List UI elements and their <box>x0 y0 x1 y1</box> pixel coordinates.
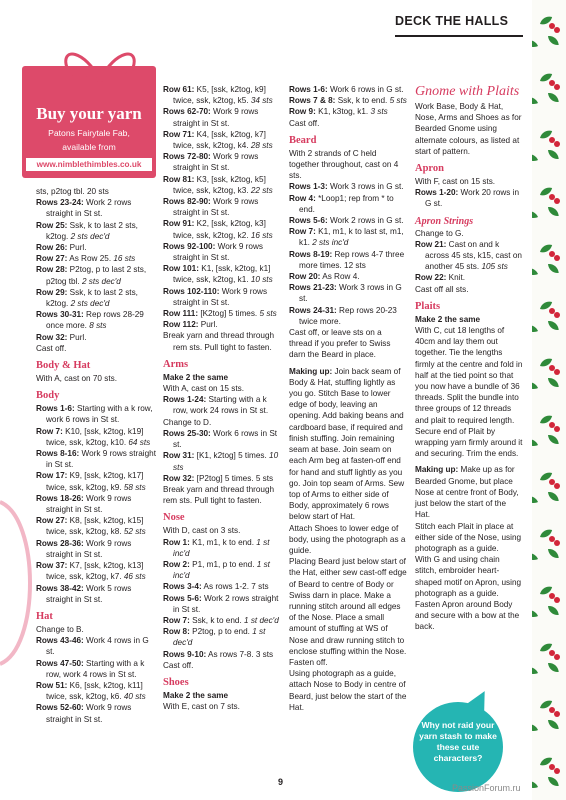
apron-intro: With F, cast on 15 sts. <box>415 177 496 187</box>
speech-bubble <box>413 702 503 792</box>
beard-intro: With 2 strands of C held together throughout, cast on 4 sts. <box>289 148 399 181</box>
base-rows <box>36 186 158 354</box>
pattern-row: Row 27: K8, [ssk, k2tog, k15] twice, ssk, k2tog, k8. 52 sts <box>36 516 146 537</box>
holly-berry <box>549 308 555 314</box>
buy-yarn-title: Buy your yarn <box>36 104 142 123</box>
pattern-row: Row 51: K6, [ssk, k2tog, k11] twice, ssk, k2tog, k6. 40 sts <box>36 680 146 702</box>
holly-leaf <box>546 205 561 219</box>
pattern-row: Rows 1-6: Starting with a k row, work 6 rows in St st. <box>36 404 153 425</box>
shoes-rows <box>289 84 407 118</box>
holly-leaf <box>546 604 561 618</box>
pattern-row: Rows 47-50: Starting with a k row, work 4 rows in St st. <box>36 658 145 679</box>
pattern-row: Row 20: As Row 4. <box>289 272 360 282</box>
speech-bubble-text: Why not raid your yarn stash to make these cute characters? <box>419 720 497 763</box>
holly-leaf <box>532 95 539 105</box>
holly-berry <box>549 479 555 485</box>
pattern-row: Row 22: Knit. <box>415 273 466 283</box>
holly-berry <box>554 426 560 432</box>
pattern-row: Row 71: K4, [ssk, k2tog, k7] twice, ssk, k2tog, k4. 28 sts <box>163 129 273 151</box>
heading-apron-strings: Apron Strings <box>415 215 474 227</box>
pattern-row: Cast off. <box>36 343 67 353</box>
running-header <box>395 14 523 46</box>
holly-leaf <box>532 608 539 618</box>
pattern-row: Rows 7 & 8: Ssk, k to end. 5 sts <box>289 96 407 106</box>
pattern-row: Row 4: *Loop1; rep from * to end. <box>289 193 394 214</box>
making-up-apron: With G and using chain stitch, embroider heart-shaped motif on Apron, using photograph as a guide. Fasten Apron around Body and secure with a bow at the back. <box>415 555 522 632</box>
shoes-cast-off: Cast off. <box>289 118 320 128</box>
arms-rows <box>163 394 281 484</box>
pattern-row: Rows 92-100: Work 9 rows straight in St st. <box>163 241 263 263</box>
pattern-row: Row 8: P2tog, p to end. 1 st dec'd <box>163 627 266 648</box>
holly-berry <box>554 597 560 603</box>
nose-cast-off: Cast off. <box>163 660 194 670</box>
apron-strings-intro: Change to G. <box>415 228 464 238</box>
column-2 <box>163 84 281 712</box>
pattern-row: Rows 21-23: Work 3 rows in G st. <box>289 283 402 304</box>
heading-body: Body <box>36 390 60 402</box>
arms-intro: With A, cast on 15 sts. <box>163 384 244 394</box>
holly-berry <box>554 768 560 774</box>
holly-leaf <box>546 718 561 732</box>
pattern-row: Rows 72-80: Work 9 rows straight in St st. <box>163 152 259 173</box>
holly-berry <box>554 198 560 204</box>
pattern-row: Row 32: [P2tog] 5 times. 5 sts <box>163 473 274 483</box>
holly-berry <box>554 84 560 90</box>
pattern-row: Rows 9-10: As rows 7-8. 3 sts <box>163 649 274 659</box>
holly-berry <box>549 593 555 599</box>
pattern-row: Row 7: Ssk, k to end. 1 st dec'd <box>163 615 279 625</box>
holly-berry <box>549 251 555 257</box>
pattern-row: Change to D. <box>163 417 212 427</box>
pattern-row: Row 26: Purl. <box>36 243 87 253</box>
holly-berry <box>554 711 560 717</box>
gnome-intro: Work Base, Body & Hat, Nose, Arms and Shoes as for Bearded Gnome using alternate colours, as listed at start of pattern. <box>415 102 522 156</box>
body-hat-intro: With A, cast on 70 sts. <box>36 374 117 384</box>
holly-berry <box>554 540 560 546</box>
pattern-row: Rows 1-20: Work 20 rows in G st. <box>415 188 520 209</box>
holly-leaf <box>532 665 539 675</box>
pattern-row: Row 91: K2, [ssk, k2tog, k3] twice, ssk, k2tog, k2. 16 sts <box>163 219 273 240</box>
holly-leaf <box>546 775 561 789</box>
pattern-row: Row 111: [K2tog] 5 times. 5 sts <box>163 309 277 319</box>
heading-hat: Hat <box>36 610 53 622</box>
holly-leaf <box>546 91 561 105</box>
holly-berry <box>554 654 560 660</box>
pattern-row: Row 61: K5, [ssk, k2tog, k9] twice, ssk, k2tog, k5. 34 sts <box>163 85 273 106</box>
pattern-row: Rows 1-6: Work 6 rows in G st. <box>289 85 404 94</box>
pattern-row: Rows 24-31: Rep rows 20-23 twice more. <box>289 305 397 326</box>
pattern-row: Rows 38-42: Work 5 rows straight in St st. <box>36 583 132 604</box>
pattern-row: Rows 3-4: As rows 1-2. 7 sts <box>163 582 269 592</box>
holly-leaf <box>546 661 561 675</box>
column-3 <box>289 84 407 713</box>
gift-bow-icon <box>55 40 145 88</box>
arms-break-text: Break yarn and thread through rem sts. Pull tight to fasten. <box>163 484 275 506</box>
heading-shoes: Shoes <box>163 676 189 688</box>
holly-berry <box>554 483 560 489</box>
holly-leaf <box>546 376 561 390</box>
pattern-row: Rows 18-26: Work 9 rows straight in St st. <box>36 493 132 515</box>
holly-berry <box>554 312 560 318</box>
plaits-instructions: With C, cut 18 lengths of 40cm and lay them out together. Tie the lengths firmly at the centre and fold in half at the tied point so that you now have a bundle of 36 threads. Split the bundle into three groups of 12 threads and plait to required length. Secure end of Plait by wrapping yarn firmly around it and securing. Trim the ends. <box>415 326 523 459</box>
heading-plaits: Plaits <box>415 300 441 312</box>
holly-leaf <box>532 38 539 48</box>
pattern-row: Row 1: K1, m1, k to end. 1 st inc'd <box>163 537 270 558</box>
holly-leaf <box>532 722 539 732</box>
pattern-row: Row 37: K7, [ssk, k2tog, k13] twice, ssk, k2tog, k7. 46 sts <box>36 561 146 582</box>
beard-rows <box>289 181 407 327</box>
making-up-paragraph: Making up: Join back seam of Body & Hat, stuffing lightly as you go. Stitch Base to lower edge of body, leaving an opening. Add baking beans and cardboard base, if required and finish stuffing. Join remaining seam at base. Join seam on each Arm beg at fasten-off end for hand and stuff lightly as you go. Join top seam of Arms. Sew top of Arms to either side of Body, approximately 6 rows below start of Hat. <box>289 366 405 522</box>
pattern-row: Row 31: [K1, k2tog] 5 times. 10 sts <box>163 451 279 472</box>
holly-berry <box>554 27 560 33</box>
holly-leaf <box>532 437 539 447</box>
pattern-row: Row 2: P1, m1, p to end. 1 st inc'd <box>163 559 270 581</box>
pattern-row: Rows 5-6: Work 2 rows in G st. <box>289 216 404 226</box>
pattern-row: Row 29: Ssk, k to last 2 sts, k2tog. 2 sts dec'd <box>36 287 138 309</box>
pattern-row: Row 112: Purl. <box>163 320 218 330</box>
making-up-nose: Using photograph as a guide, attach Nose to Body in centre of Beard, just below the start of the Hat. <box>289 669 407 712</box>
heading-gnome-with-plaits: Gnome with Plaits <box>415 84 520 99</box>
header-rule <box>395 35 523 37</box>
holly-berry <box>549 23 555 29</box>
holly-leaf <box>546 319 561 333</box>
holly-berry <box>549 365 555 371</box>
heading-apron: Apron <box>415 163 444 175</box>
pattern-row: Row 101: K1, [ssk, k2tog, k1] twice, ssk, k2tog, k1. 10 sts <box>163 264 273 285</box>
heading-nose: Nose <box>163 512 185 524</box>
holly-leaf <box>532 494 539 504</box>
holly-berry <box>549 536 555 542</box>
pattern-row: Rows 28-36: Work 9 rows straight in St st. <box>36 538 132 559</box>
making-up-plaits: Stitch each Plait in place at either side of the Nose, using photograph as a guide. <box>415 521 522 553</box>
pattern-row: Row 9: K1, k3tog, k1. 3 sts <box>289 107 388 117</box>
pattern-row: Row 21: Cast on and k across 45 sts, k15, cast on another 45 sts. 105 sts <box>415 239 522 272</box>
page-number: 9 <box>278 777 284 787</box>
holly-leaf <box>546 34 561 48</box>
making-up-beard: Placing Beard just below start of the Hat, either sew cast-off edge of Beard to centre of Body or Swiss darn in place. Make a running stitch around all edges of the Nose. Place a small amount of stuffing at WS of Nose and draw running stitch to enclose stuffing within the Nose. Fasten off. <box>289 557 407 667</box>
pattern-row: Rows 23-24: Work 2 rows straight in St st. <box>36 198 132 219</box>
pattern-row: Rows 25-30: Work 6 rows in St st. <box>163 428 278 450</box>
arms-make-two: Make 2 the same <box>163 372 229 382</box>
holly-border <box>532 0 566 800</box>
pattern-row: Row 17: K9, [ssk, k2tog, k17] twice, ssk, k2tog, k9. 58 sts <box>36 471 146 492</box>
watermark: PassionForum.ru <box>452 783 521 793</box>
pattern-row: Rows 43-46: Work 4 rows in G st. <box>36 636 149 657</box>
holly-berry <box>554 255 560 261</box>
hat-rows <box>36 635 158 725</box>
holly-berry <box>549 707 555 713</box>
heading-body-hat: Body & Hat <box>36 360 91 372</box>
holly-leaves-decoration <box>532 0 566 800</box>
nose-rows <box>163 537 281 660</box>
holly-leaf <box>532 779 539 789</box>
shoes-intro: With E, cast on 7 sts. <box>163 702 240 712</box>
section-title: DECK THE HALLS <box>395 14 509 28</box>
holly-leaf <box>532 152 539 162</box>
yarn-name: Patons Fairytale Fab, <box>48 128 130 138</box>
pattern-row: Rows 82-90: Work 9 rows straight in St st. <box>163 197 259 218</box>
holly-leaf <box>546 490 561 504</box>
holly-berry <box>549 764 555 770</box>
pattern-row: Rows 52-60: Work 9 rows straight in St st. <box>36 703 132 724</box>
hat-rows-continued <box>163 84 281 330</box>
column-4 <box>415 84 523 633</box>
holly-leaf <box>532 380 539 390</box>
holly-leaf <box>546 547 561 561</box>
supplier-link[interactable]: www.nimblethimbles.co.uk <box>26 158 152 171</box>
pattern-row: Row 27: As Row 25. 16 sts <box>36 254 136 264</box>
pattern-row: Row 81: K3, [ssk, k2tog, k5] twice, ssk, k2tog, k3. 22 sts <box>163 174 273 195</box>
pattern-row: sts, p2tog tbl. 20 sts <box>36 187 109 196</box>
holly-leaf <box>546 148 561 162</box>
pattern-row: Rows 102-110: Work 9 rows straight in St st. <box>163 286 268 307</box>
nose-intro: With D, cast on 3 sts. <box>163 526 241 536</box>
making-up-shoes: Attach Shoes to lower edge of body, using the photograph as a guide. <box>289 523 406 555</box>
break-yarn-text: Break yarn and thread through rem sts. Pull tight to fasten. <box>163 331 275 352</box>
holly-leaf <box>546 262 561 276</box>
apron-cast-off: Cast off all sts. <box>415 284 469 294</box>
holly-leaf <box>532 323 539 333</box>
pattern-row: Row 7: K1, m1, k to last st, m1, k1. 2 sts inc'd <box>289 227 404 248</box>
beard-end-text: Cast off, or leave sts on a thread if you prefer to Swiss darn the Beard in place. <box>289 328 391 360</box>
heading-beard: Beard <box>289 134 317 146</box>
pattern-row: Rows 8-16: Work 9 rows straight in St st. <box>36 449 156 470</box>
making-up-paragraph: Making up: Make up as for Bearded Gnome, but place Nose at centre front of Body, just below the start of the Hat. <box>415 465 519 520</box>
pattern-row: Rows 1-3: Work 3 rows in G st. <box>289 182 404 192</box>
pattern-row: Rows 30-31: Rep rows 28-29 once more. 8 sts <box>36 310 144 331</box>
holly-berry <box>549 194 555 200</box>
shoes-make-two: Make 2 the same <box>163 690 229 700</box>
holly-berry <box>549 137 555 143</box>
hat-intro: Change to B. <box>36 624 84 634</box>
holly-berry <box>554 369 560 375</box>
availability-text: available from <box>62 142 116 152</box>
holly-berry <box>554 141 560 147</box>
holly-leaf <box>546 433 561 447</box>
pattern-row: Row 28: P2tog, p to last 2 sts, p2tog tbl. 2 sts dec'd <box>36 265 147 286</box>
pattern-row: Rows 62-70: Work 9 rows straight in St st. <box>163 107 259 128</box>
holly-leaf <box>532 209 539 219</box>
pattern-row: Rows 8-19: Rep rows 4-7 three more times. 12 sts <box>289 249 405 270</box>
holly-leaf <box>532 266 539 276</box>
holly-berry <box>549 650 555 656</box>
pattern-row: Row 25: Ssk, k to last 2 sts, k2tog. 2 sts dec'd <box>36 220 138 241</box>
column-1 <box>36 186 158 725</box>
heading-arms: Arms <box>163 358 189 370</box>
pattern-row: Rows 5-6: Work 2 rows straight in St st. <box>163 593 279 614</box>
pattern-row: Row 7: K10, [ssk, k2tog, k19] twice, ssk, k2tog, k10. 64 sts <box>36 426 151 447</box>
pattern-row: Row 32: Purl. <box>36 332 87 342</box>
holly-leaf <box>532 551 539 561</box>
plaits-make-two: Make 2 the same <box>415 314 481 324</box>
holly-berry <box>549 422 555 428</box>
pattern-row: Rows 1-24: Starting with a k row, work 24 rows in St st. <box>163 395 269 416</box>
holly-berry <box>549 80 555 86</box>
body-rows <box>36 403 158 605</box>
